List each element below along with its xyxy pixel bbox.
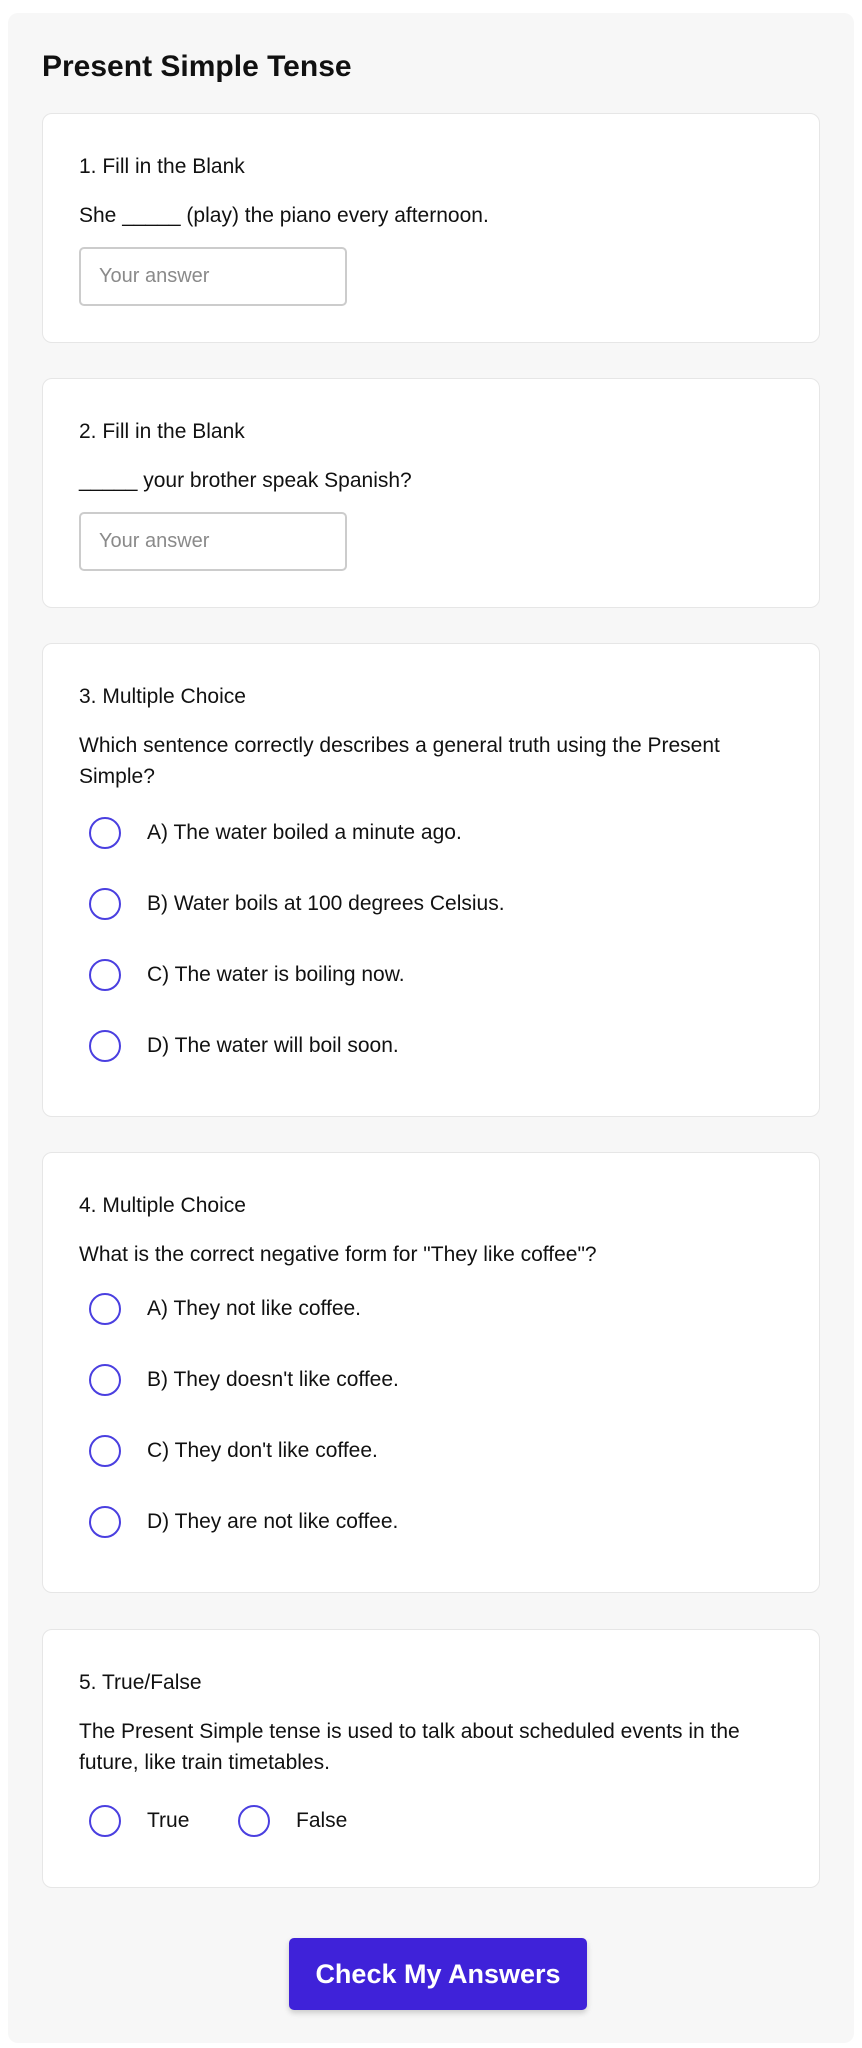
answer-input-1[interactable] (79, 247, 347, 306)
radio-button[interactable] (89, 1435, 121, 1467)
option-b[interactable] (89, 886, 505, 922)
radio-button[interactable] (89, 959, 121, 991)
question-heading: 3. Multiple Choice (79, 685, 246, 708)
option-label: False (296, 1809, 348, 1832)
option-label: A) The water boiled a minute ago. (147, 821, 462, 844)
question-card-4 (42, 1152, 820, 1593)
question-text: What is the correct negative form for "They like coffee"? (79, 1243, 597, 1266)
radio-button[interactable] (89, 1364, 121, 1396)
option-label: D) They are not like coffee. (147, 1510, 399, 1533)
quiz-title: Present Simple Tense (42, 50, 352, 83)
option-d[interactable] (89, 1028, 399, 1064)
question-text: The Present Simple tense is used to talk about scheduled events in the future, like train timetables. (79, 1720, 740, 1774)
question-card-1 (42, 113, 820, 343)
question-card-5 (42, 1629, 820, 1888)
question-card-2 (42, 378, 820, 608)
radio-button[interactable] (89, 1805, 121, 1837)
question-text: Which sentence correctly describes a general truth using the Present Simple? (79, 734, 720, 788)
radio-button[interactable] (89, 1506, 121, 1538)
question-heading: 5. True/False (79, 1671, 202, 1694)
option-label: True (147, 1809, 190, 1832)
question-heading: 4. Multiple Choice (79, 1194, 246, 1217)
question-card-3 (42, 643, 820, 1117)
question-heading: 2. Fill in the Blank (79, 420, 245, 443)
option-true[interactable] (89, 1803, 189, 1839)
option-c[interactable] (89, 957, 405, 993)
quiz-container (8, 13, 854, 2043)
option-label: B) Water boils at 100 degrees Celsius. (147, 892, 505, 915)
radio-button[interactable] (89, 1030, 121, 1062)
option-label: C) They don't like coffee. (147, 1439, 378, 1462)
option-a[interactable] (89, 1291, 361, 1327)
option-false[interactable] (238, 1803, 347, 1839)
question-text: _____ your brother speak Spanish? (79, 469, 412, 492)
option-label: A) They not like coffee. (147, 1297, 362, 1320)
option-label: C) The water is boiling now. (147, 963, 405, 986)
check-answers-button[interactable]: Check My Answers (289, 1938, 587, 2010)
option-a[interactable] (89, 815, 462, 851)
option-b[interactable] (89, 1362, 399, 1398)
radio-button[interactable] (89, 1293, 121, 1325)
option-d[interactable] (89, 1504, 398, 1540)
radio-button[interactable] (238, 1805, 270, 1837)
option-c[interactable] (89, 1433, 378, 1469)
question-text: She _____ (play) the piano every afternoon. (79, 204, 489, 227)
option-label: B) They doesn't like coffee. (147, 1368, 399, 1391)
radio-button[interactable] (89, 888, 121, 920)
question-heading: 1. Fill in the Blank (79, 155, 245, 178)
option-label: D) The water will boil soon. (147, 1034, 399, 1057)
radio-button[interactable] (89, 817, 121, 849)
answer-input-2[interactable] (79, 512, 347, 571)
